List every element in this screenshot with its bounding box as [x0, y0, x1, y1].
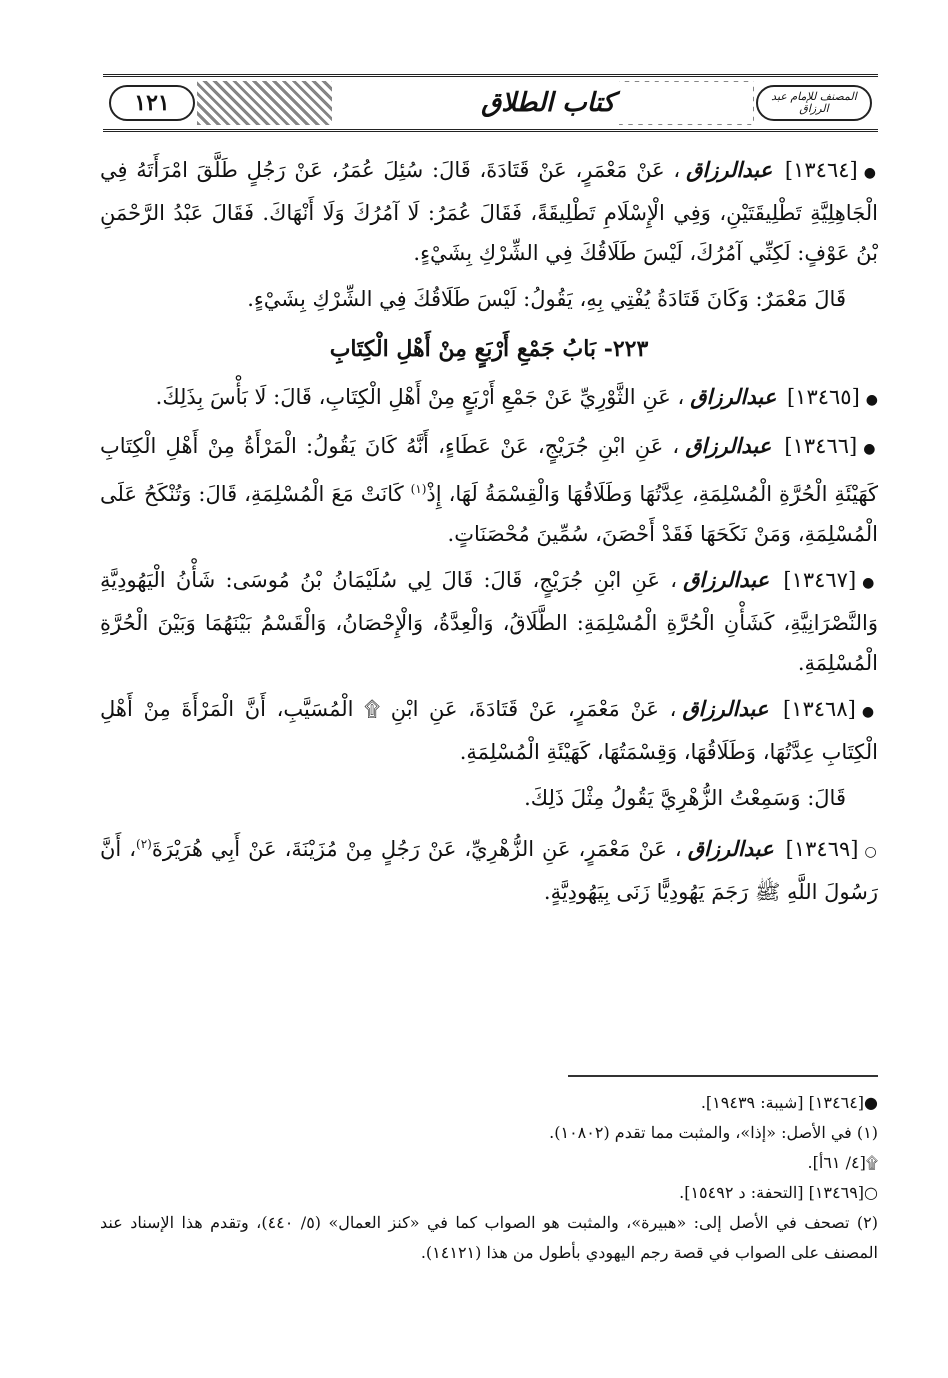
footnote-item: ۩[٤/ ٦١أ].	[807, 1153, 878, 1172]
hadith-number: [١٣٤٦٦]	[784, 434, 858, 458]
hadith-13467	[100, 560, 878, 683]
comment-text: قَالَ مَعْمَرٌ: وَكَانَ قَتَادَةُ يُفْتِي بِهِ، يَقُولُ: لَيْسَ طَلَاقُكَ فِي الشِّرْكِ بِشَيْءٍ.	[247, 287, 846, 311]
narrator-name: عبدالرزاق	[687, 836, 774, 861]
hadith-number: [١٣٤٦٧]	[783, 568, 857, 592]
bullet-marker: ●	[863, 441, 878, 457]
running-title: كتاب الطلاق	[481, 88, 615, 118]
hadith-13469	[100, 824, 878, 912]
bullet-marker: ●	[865, 392, 878, 408]
comment-paragraph	[100, 279, 878, 319]
header-ornament-left	[197, 81, 332, 125]
footnote-item: ○[١٣٤٦٩] [التحفة: د ١٥٤٩٢].	[679, 1183, 878, 1202]
footnote-divider	[568, 1075, 878, 1077]
circle-marker: ○	[864, 844, 878, 860]
narrator-name: عبدالرزاق	[682, 696, 769, 721]
narrator-name: عبدالرزاق	[690, 384, 777, 409]
narrator-name: عبدالرزاق	[686, 157, 773, 182]
footnote-item: ●[١٣٤٦٤] [شيبة: ١٩٤٣٩].	[700, 1093, 878, 1112]
book-logo: المصنف للإمام عبد الرزاق	[756, 85, 872, 121]
bullet-marker: ●	[862, 575, 878, 591]
header-title-box	[343, 82, 753, 124]
page-number: ١٢١	[109, 85, 195, 121]
hadith-13464	[100, 150, 878, 273]
hadith-text: ، عَنْ مَعْمَرٍ، عَنْ قَتَادَةَ، عَنِ ابْنِ ۩ الْمُسَيَّبِ، أَنَّ الْمَرْأَةَ مِنْ أَهْلِ الْكِتَابِ عِدَّتُهَا، وَطَلَاقُهَا، وَقِسْمَتُهَا، كَهَيْئَةِ الْمُسْلِمَةِ.	[100, 697, 878, 764]
hadith-text: ، عَنْ مَعْمَرٍ، عَنِ الزُّهْرِيِّ، عَنْ رَجُلٍ مِنْ مُزَيْنَةَ، عَنْ أَبِي هُرَيْرَةَ	[151, 837, 682, 861]
hadith-13465	[100, 377, 878, 420]
hadith-13468	[100, 689, 878, 772]
hadith-number: [١٣٤٦٥]	[786, 385, 860, 409]
hadith-number: [١٣٤٦٨]	[783, 697, 856, 721]
footnote-ref[interactable]: (١)	[410, 482, 427, 496]
hadith-text-cont: كَانَتْ مَعَ الْمُسْلِمَةِ، قَالَ: وَتُنْكَحُ عَلَى الْمُسْلِمَةِ، وَمَنْ نَكَحَهَا فَقَدْ أَحْصَنَ، سُمِّينَ مُحْصَنَاتٍ.	[100, 482, 878, 546]
narrator-name: عبدالرزاق	[685, 433, 772, 458]
chapter-heading: ٢٢٣- بَابُ جَمْعِ أَرْبَعٍ مِنْ أَهْلِ الْكِتَابِ	[329, 336, 649, 362]
hadith-number: [١٣٤٦٤]	[784, 158, 858, 182]
comment-text: قَالَ: وَسَمِعْتُ الزُّهْرِيَّ يَقُولُ مِثْلَ ذَلِكَ.	[524, 786, 846, 810]
hadith-text: ، عَنِ ابْنِ جُرَيْجٍ، قَالَ: قَالَ لِي سُلَيْمَانُ بْنُ مُوسَى: شَأْنُ الْيَهُودِيَّةِ وَالنَّصْرَانِيَّةِ، كَشَأْنِ الْحُرَّةِ الْمُسْلِمَةِ: الطَّلَاقُ، وَالْعِدَّةُ، وَالْإِحْصَانُ، وَالْقَسْمُ بَيْنَهُمَا وَبَيْنَ الْحُرَّةِ الْمُسْلِمَةِ.	[100, 568, 878, 675]
hadith-text: ، عَنِ ابْنِ جُرَيْجٍ، عَنْ عَطَاءٍ، أَنَّهُ كَانَ يَقُولُ: الْمَرْأَةُ مِنْ أَهْلِ الْكِتَابِ كَهَيْئَةِ الْحُرَّةِ الْمُسْلِمَةِ، عِدَّتُهَا وَطَلَاقُهَا وَالْقِسْمَةُ لَهَا، إِذْ	[100, 434, 878, 506]
footnote-item: (١) في الأصل: «إذا»، والمثبت مما تقدم (١٠٨٠٢).	[549, 1123, 878, 1142]
hadith-text-cont: ، أَنَّ رَسُولَ اللَّهِ ﷺ رَجَمَ يَهُودِيًّا زَنَى بِيَهُودِيَّةٍ.	[100, 837, 878, 904]
footnotes	[100, 1088, 878, 1268]
comment-paragraph	[100, 778, 878, 818]
hadith-number: [١٣٤٦٩]	[785, 837, 859, 861]
footnote-item: (٢) تصحف في الأصل إلى: «هبيرة»، والمثبت هو الصواب كما في «كنز العمال» (٥/ ٤٤٠)، وتقدم هذا الإسناد عند المصنف على الصواب في قصة رجم اليهودي بأطول من هذا (١٤١٢١).	[100, 1213, 879, 1262]
main-text	[100, 150, 878, 918]
footnote-ref[interactable]: (٢)	[136, 837, 152, 851]
bullet-marker: ●	[863, 165, 879, 181]
bullet-marker: ●	[861, 704, 878, 720]
narrator-name: عبدالرزاق	[683, 567, 770, 592]
hadith-text: ، عَنْ مَعْمَرٍ، عَنْ قَتَادَةَ، قَالَ: سُئِلَ عُمَرُ، عَنْ رَجُلٍ طَلَّقَ امْرَأَتَهُ فِي الْجَاهِلِيَّةِ تَطْلِيقَتَيْنِ، وَفِي الْإِسْلَامِ تَطْلِيقَةً، فَقَالَ عُمَرُ: لَا آمُرُكَ وَلَا أَنْهَاكَ. فَقَالَ عَبْدُ الرَّحْمَنِ بْنُ عَوْفٍ: لَكِنِّي آمُرُكَ، لَيْسَ طَلَاقُكَ فِي الشِّرْكِ بِشَيْءٍ.	[100, 158, 878, 265]
page-header	[103, 74, 878, 132]
hadith-13466	[100, 426, 878, 554]
hadith-text: ، عَنِ الثَّوْرِيِّ عَنْ جَمْعِ أَرْبَعٍ مِنْ أَهْلِ الْكِتَابِ، قَالَ: لَا بَأْسَ بِذَلِكَ.	[155, 385, 685, 409]
